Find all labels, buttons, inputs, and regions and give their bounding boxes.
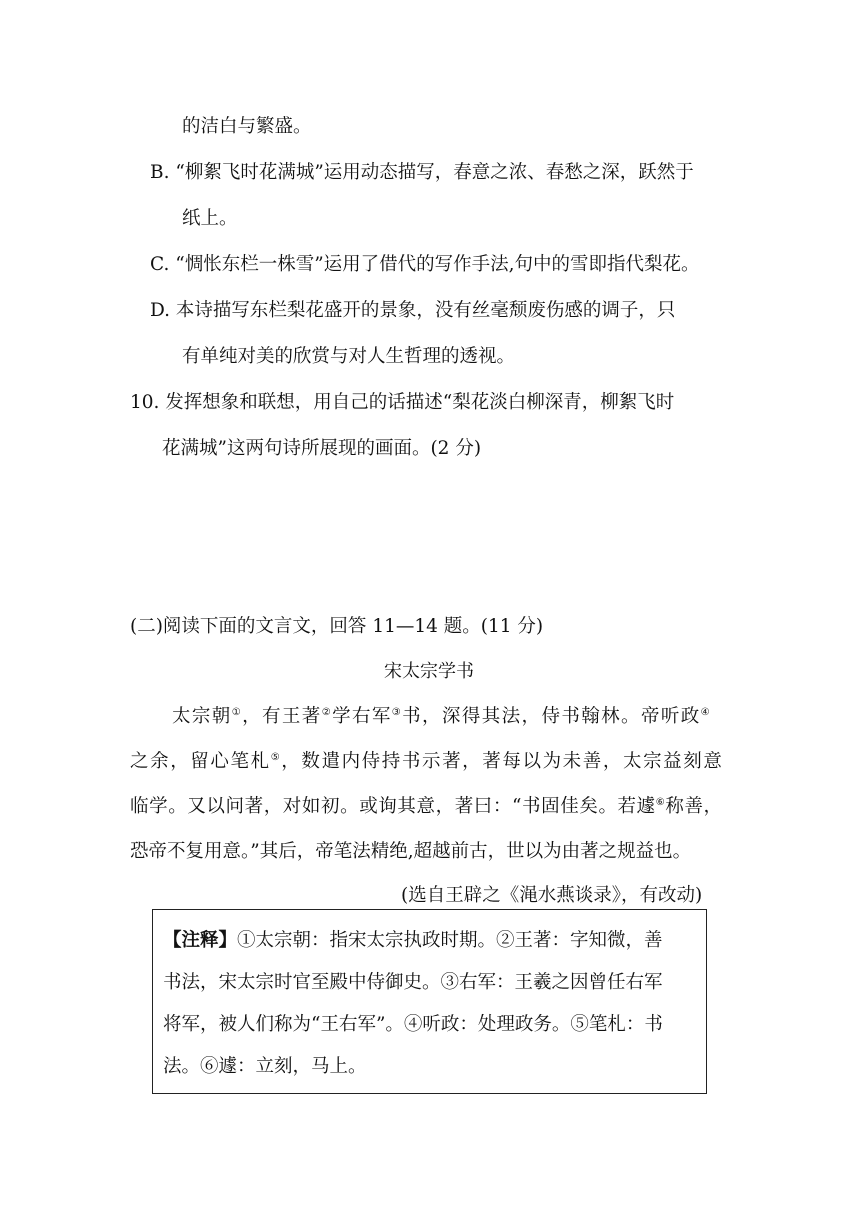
option-a-continuation: 的洁白与繁盛。 [182, 116, 312, 137]
annotation-line-3: 将军，被人们称为“王右军”。④听政：处理政务。⑤笔札：书 [163, 1014, 663, 1035]
annotation-box [152, 909, 707, 1094]
section-heading: (二)阅读下面的文言文，回答 11—14 题。(11 分) [130, 616, 544, 637]
passage-title: 宋太宗学书 [384, 661, 474, 682]
passage-line-4: 恐帝不复用意。”其后，帝笔法精绝,超越前古，世以为由著之规益也。 [130, 841, 692, 862]
passage-line-2: 之余，留心笔札⑤，数遣内侍持书示著，著每以为未善，太宗益刻意 [130, 751, 724, 772]
annotation-line-2: 书法，宋太宗时官至殿中侍御史。③右军：王羲之因曾任右军 [163, 972, 663, 993]
passage-line-3: 临学。又以问著，对如初。或询其意，著曰：“书固佳矣。若遽⑥称善， [130, 796, 723, 817]
option-d-line2: 有单纯对美的欣赏与对人生哲理的透视。 [182, 346, 516, 367]
footnote-marker: ⑥ [655, 797, 666, 808]
footnote-marker: ① [231, 707, 243, 718]
footnote-marker: ③ [391, 707, 403, 718]
option-b-line2: 纸上。 [182, 208, 238, 229]
footnote-marker: ② [321, 707, 333, 718]
annotation-label: 【注释】 [163, 930, 238, 951]
option-b-line1: B. “柳絮飞时花满城”运用动态描写，春意之浓、春愁之深，跃然于 [150, 162, 694, 183]
passage-source: (选自王辟之《渑水燕谈录》，有改动) [401, 885, 703, 906]
option-d-line1: D. 本诗描写东栏梨花盛开的景象，没有丝毫颓废伤感的调子，只 [150, 300, 676, 321]
annotation-line-4: 法。⑥遽：立刻，马上。 [163, 1056, 367, 1077]
question-10-line1: 10. 发挥想象和联想，用自己的话描述“梨花淡白柳深青，柳絮飞时 [130, 392, 675, 413]
passage-line-1: 太宗朝①，有王著②学右军③书，深得其法，侍书翰林。帝听政④ [172, 706, 712, 727]
question-10-line2: 花满城”这两句诗所展现的画面。(2 分) [162, 438, 482, 459]
footnote-marker: ④ [700, 707, 712, 718]
footnote-marker: ⑤ [270, 752, 282, 763]
annotation-line-1: 【注释】①太宗朝：指宋太宗执政时期。②王著：字知微，善 [163, 930, 663, 951]
option-c: C. “惆怅东栏一株雪”运用了借代的写作手法,句中的雪即指代梨花。 [150, 254, 700, 275]
